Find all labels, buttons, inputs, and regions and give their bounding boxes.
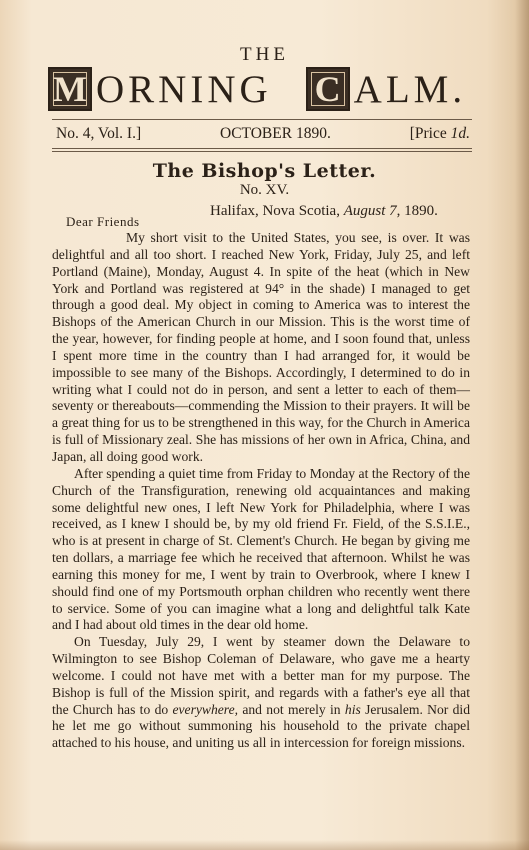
letter-title: The Bishop's Letter. xyxy=(152,160,377,182)
rule-bottom xyxy=(52,148,472,149)
paragraph-2: After spending a quiet time from Friday to Monday at the Rectory of the Church of the Transfiguration, renewing old acquaintances and making some delightful new ones, I left New York for Philadelphia, where I was received, as I knew I should be, by my old friend Fr. Field, of the S.S.I.E., who is at present in charge of St. Clement's Church. He began by giving me ten dollars, a marriage fee which he received that afternoon. Whilst he was earning this money for me, I went by train to Overbrook, where I knew I should find one of my Portsmouth orphan children who recently went there to service. Some of you can imagine what a long and delightful talk Kate and I had about old times in the dear old home. xyxy=(52,465,470,633)
salutation: Dear Friends xyxy=(66,214,140,229)
dateline xyxy=(210,203,438,220)
decorated-initial-c xyxy=(306,67,350,111)
page-bottom-edge xyxy=(0,840,529,850)
rule-bottom-double xyxy=(52,151,472,152)
issue-price xyxy=(410,125,470,143)
masthead-word-orning: ORNING xyxy=(96,67,272,111)
letter-body xyxy=(52,230,470,752)
paragraph-3 xyxy=(52,634,470,752)
issue-date: OCTOBER 1890. xyxy=(220,125,331,142)
initial-c-letter: C xyxy=(314,69,341,109)
paragraph-3-part-b: and not merely in xyxy=(238,701,345,717)
issue-line xyxy=(56,125,470,143)
rule-top xyxy=(52,119,472,120)
masthead-the: THE xyxy=(240,44,289,65)
paragraph-3-italic-his: his xyxy=(344,701,361,717)
dateline-place: Halifax, Nova Scotia, xyxy=(210,203,344,219)
price-value: 1d. xyxy=(450,125,470,142)
page-edge-shadow xyxy=(515,0,529,850)
paragraph-3-italic-everywhere: everywhere, xyxy=(172,701,239,717)
decorated-initial-m xyxy=(48,67,92,111)
dateline-year: , 1890. xyxy=(396,203,438,219)
price-prefix: [Price xyxy=(409,125,451,142)
paragraph-3-part-a: On Tuesday, July 29, I went by steamer down the Delaware to Wilmington to see Bishop Coleman of Delaware, who gave me a hearty welcome. I could not have met with a better man for my purpose. The Bishop is full of the Mission spirit, and regards with a father's eye all that the Church has to do xyxy=(52,634,470,717)
masthead-word-alm: ALM. xyxy=(353,67,467,111)
letter-number: No. XV. xyxy=(239,182,290,198)
paragraph-1: My short visit to the United States, you see, is over. It was delightful and all too short. I reached New York, Friday, July 25, and left Portland (Maine), Monday, August 4. In spite of the heat (which in New York and Portland was registered at 94° in the shade) I managed to get through a good deal. My object in coming to America was to interest the Bishops of the American Church in our Mission. This is the worst time of the year, however, for finding people at home, and I soon found that, unless I spent more time in the country than I had arranged for, it would be impossible to see many of the Bishops. Accordingly, I determined to do in writing what I could not do in person, and sent a letter to each of them—seventy or thereabouts—commending the Mission to their prayers. It will be a great thing for us to be strengthened in this way, for the Church in America is full of Missionary zeal. She has missions of her own in Africa, China, and Japan, all doing good work. xyxy=(52,230,470,464)
issue-number: No. 4, Vol. I.] xyxy=(56,125,142,142)
initial-m-letter: M xyxy=(53,69,87,109)
dateline-date: August 7 xyxy=(343,203,397,219)
masthead xyxy=(48,66,478,112)
paragraph-3-part-c: Jerusalem. Nor did he let me go without summoning his household to the private chapel attached to his house, and uniting us all in intercession for foreign missions. xyxy=(52,701,471,751)
